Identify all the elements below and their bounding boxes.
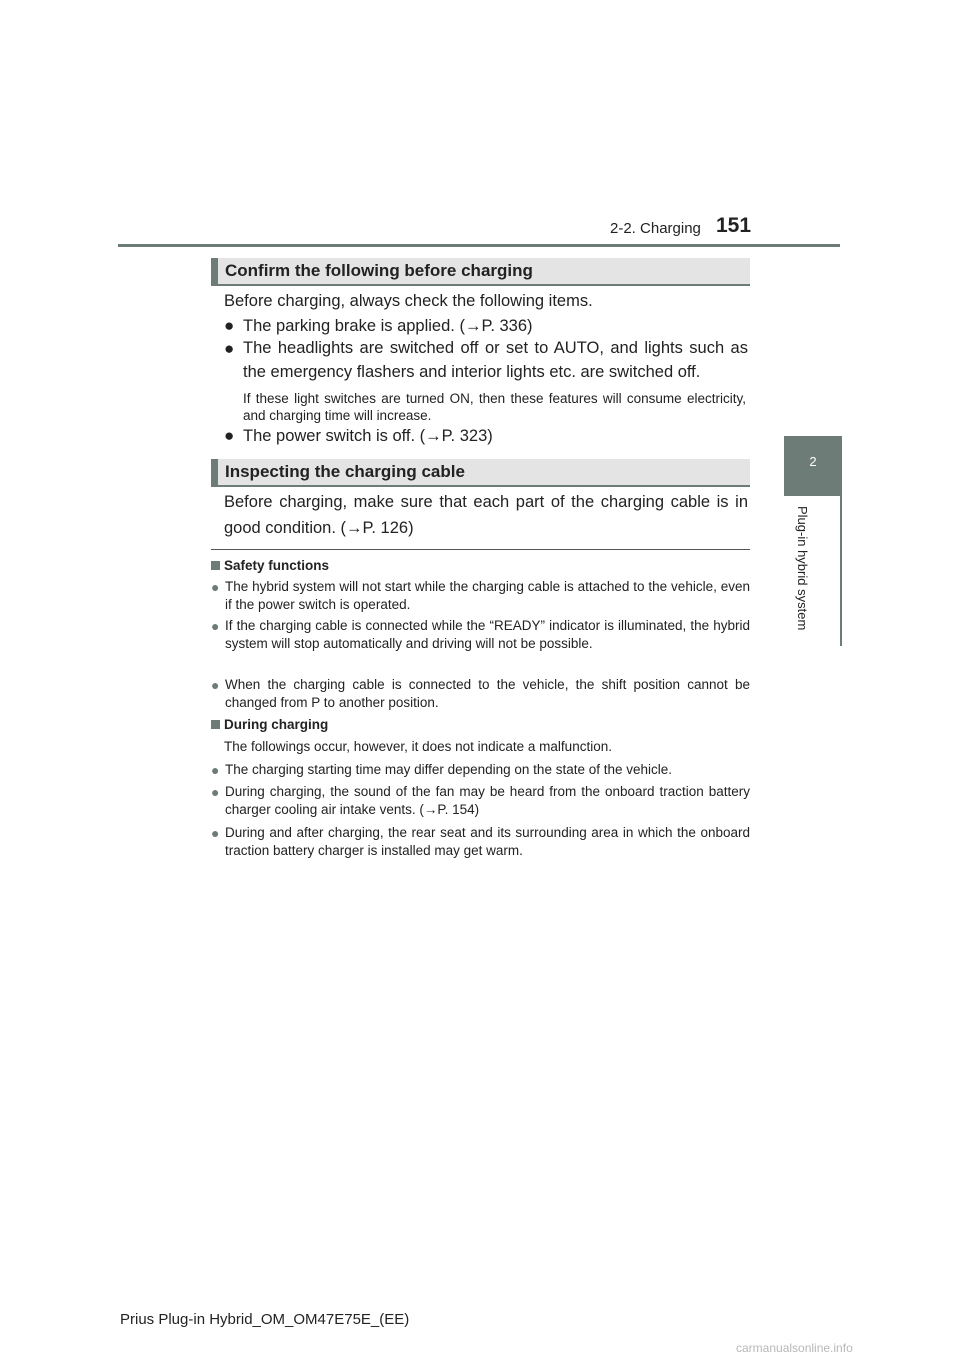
- during-intro: The followings occur, however, it does not indicate a malfunction.: [224, 739, 612, 754]
- list-item: [211, 761, 750, 779]
- bullet-icon: ●: [211, 677, 220, 693]
- square-bullet-icon: [211, 561, 220, 570]
- inspect-body: Before charging, make sure that each part of the charging cable is in good condition. (→P. 126): [224, 493, 748, 537]
- document-footer: Prius Plug-in Hybrid_OM_OM47E75E_(EE): [120, 1311, 410, 1328]
- page-number: 151: [716, 214, 752, 237]
- bullet-icon: ●: [211, 579, 220, 595]
- section-title: 2-2. Charging: [610, 220, 701, 237]
- chapter-tab-line: [840, 496, 842, 646]
- chapter-number: 2: [809, 454, 817, 469]
- during-heading: [211, 717, 750, 735]
- confirm-section-header: [211, 258, 750, 286]
- list-item: [211, 824, 750, 860]
- bullet-icon: ●: [211, 762, 220, 778]
- chapter-label: Plug-in hybrid system: [795, 506, 810, 631]
- bullet-icon: ●: [211, 784, 220, 800]
- list-item: [211, 617, 750, 671]
- list-item: [224, 336, 748, 388]
- bullet-text: The headlights are switched off or set to AUTO, and lights such as the emergency flashers and interior lights etc. are switched off.: [243, 339, 748, 381]
- list-item: [211, 676, 750, 712]
- bullet-icon: ●: [224, 426, 235, 445]
- list-item: [211, 578, 750, 614]
- square-bullet-icon: [211, 720, 220, 729]
- header-rule: [118, 244, 840, 247]
- bullet-text: The charging starting time may differ depending on the state of the vehicle.: [225, 762, 673, 777]
- confirm-note: If these light switches are turned ON, then these features will consume electricity, and charging time will increase.: [243, 391, 746, 423]
- bullet-icon: ●: [224, 316, 235, 335]
- confirm-intro: Before charging, always check the following items.: [224, 292, 593, 310]
- bullet-icon: ●: [211, 825, 220, 841]
- bullet-text: The hybrid system will not start while the charging cable is attached to the vehicle, even if the power switch is operated.: [225, 579, 750, 612]
- bullet-icon: ●: [224, 339, 235, 358]
- bullet-text: During and after charging, the rear seat and its surrounding area in which the onboard traction battery charger is installed may get warm.: [225, 825, 750, 858]
- divider: [211, 549, 750, 550]
- bullet-icon: ●: [211, 618, 220, 634]
- bullet-text: The parking brake is applied. (→P. 336): [243, 317, 533, 335]
- bullet-text: The power switch is off. (→P. 323): [243, 427, 493, 445]
- list-item: [211, 783, 750, 819]
- safety-heading-text: Safety functions: [224, 558, 330, 573]
- inspect-section-title: Inspecting the charging cable: [225, 462, 465, 481]
- inspect-section-header: [211, 459, 750, 487]
- watermark: carmanualsonline.info: [736, 1341, 853, 1355]
- bullet-text: If the charging cable is connected while the “READY” indicator is illuminated, the hybrid system will stop automatically and driving will not be possible.: [225, 618, 750, 651]
- list-item: [224, 423, 748, 449]
- bullet-text: During charging, the sound of the fan may be heard from the onboard traction battery charger cooling air intake vents. (→P. 154): [225, 784, 750, 817]
- safety-heading: [211, 558, 750, 576]
- confirm-section-title: Confirm the following before charging: [225, 261, 533, 280]
- bullet-text: When the charging cable is connected to the vehicle, the shift position cannot be changed from P to another position.: [225, 677, 750, 710]
- during-heading-text: During charging: [224, 717, 329, 732]
